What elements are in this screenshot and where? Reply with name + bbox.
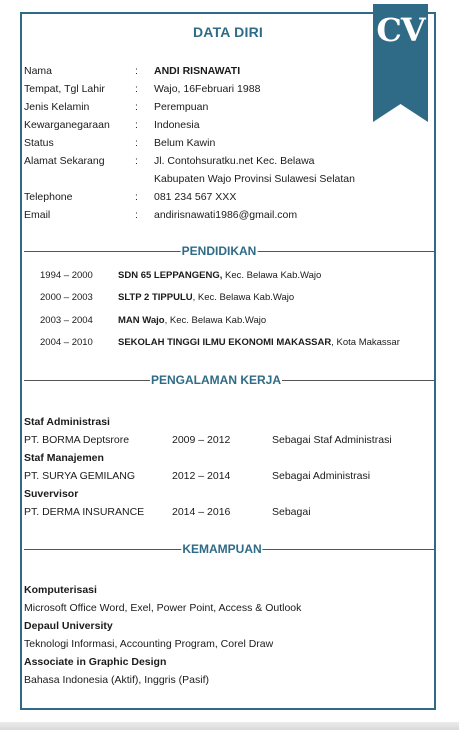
personal-row bbox=[24, 191, 434, 204]
school-location: Kec. Belawa Kab.Wajo bbox=[222, 270, 322, 281]
field-label: Kewarganegaraan bbox=[24, 119, 110, 131]
education-school bbox=[118, 292, 294, 304]
education-years: 2003 – 2004 bbox=[40, 315, 93, 326]
school-name: SLTP 2 TIPPULU bbox=[118, 292, 193, 303]
field-label: Email bbox=[24, 209, 51, 221]
skill-title: Depaul University bbox=[24, 620, 113, 632]
experience-row bbox=[24, 506, 434, 519]
school-location: , Kota Makassar bbox=[331, 337, 400, 348]
experience-row bbox=[24, 470, 434, 483]
field-colon: : bbox=[135, 119, 138, 131]
field-colon: : bbox=[135, 101, 138, 113]
field-value: ANDI RISNAWATI bbox=[154, 65, 241, 77]
experience-period: 2014 – 2016 bbox=[172, 506, 231, 518]
section-title: PENDIDIKAN bbox=[181, 244, 257, 258]
section-header-skills bbox=[24, 542, 434, 556]
experience-company: PT. BORMA Deptsrore bbox=[24, 434, 130, 446]
personal-row bbox=[24, 209, 434, 222]
education-school bbox=[118, 270, 321, 282]
experience-company: PT. DERMA INSURANCE bbox=[24, 506, 145, 518]
education-school bbox=[118, 315, 266, 327]
section-header-experience bbox=[24, 373, 434, 387]
skill-detail: Teknologi Informasi, Accounting Program, Corel Draw bbox=[24, 638, 274, 650]
personal-row bbox=[24, 137, 434, 150]
experience-position: Suvervisor bbox=[24, 488, 79, 500]
experience-period: 2009 – 2012 bbox=[172, 434, 231, 446]
education-row bbox=[40, 337, 430, 349]
field-value: Kabupaten Wajo Provinsi Sulawesi Selatan bbox=[154, 173, 355, 185]
field-colon: : bbox=[135, 209, 138, 221]
page-bottom-shadow bbox=[0, 722, 459, 730]
skill-title: Associate in Graphic Design bbox=[24, 656, 167, 668]
field-value: Indonesia bbox=[154, 119, 200, 131]
school-name: SDN 65 LEPPANGENG, bbox=[118, 270, 223, 281]
field-label: Alamat Sekarang bbox=[24, 155, 105, 167]
field-label: Nama bbox=[24, 65, 53, 77]
field-colon: : bbox=[135, 83, 138, 95]
cv-badge-text: CV bbox=[376, 11, 425, 49]
skill-detail: Bahasa Indonesia (Aktif), Inggris (Pasif) bbox=[24, 674, 210, 686]
education-years: 2004 – 2010 bbox=[40, 337, 93, 348]
personal-row bbox=[24, 155, 434, 168]
skill-title: Komputerisasi bbox=[24, 584, 97, 596]
section-title: KEMAMPUAN bbox=[182, 542, 262, 556]
experience-position: Staf Administrasi bbox=[24, 416, 110, 428]
field-colon: : bbox=[135, 137, 138, 149]
field-colon: : bbox=[135, 65, 138, 77]
education-row bbox=[40, 315, 430, 327]
school-location: , Kec. Belawa Kab.Wajo bbox=[192, 292, 295, 303]
education-years: 1994 – 2000 bbox=[40, 270, 93, 281]
personal-row bbox=[24, 65, 434, 78]
field-label: Jenis Kelamin bbox=[24, 101, 90, 113]
school-location: , Kec. Belawa Kab.Wajo bbox=[164, 315, 267, 326]
experience-role: Sebagai bbox=[272, 506, 311, 518]
field-value: 081 234 567 XXX bbox=[154, 191, 237, 203]
experience-company: PT. SURYA GEMILANG bbox=[24, 470, 136, 482]
school-name: MAN Wajo bbox=[118, 315, 165, 326]
personal-row bbox=[24, 173, 434, 186]
section-header-education bbox=[24, 244, 434, 258]
experience-row bbox=[24, 434, 434, 447]
experience-role: Sebagai Staf Administrasi bbox=[272, 434, 392, 446]
education-years: 2000 – 2003 bbox=[40, 292, 93, 303]
field-value: Jl. Contohsuratku.net Kec. Belawa bbox=[154, 155, 315, 167]
field-label: Status bbox=[24, 137, 54, 149]
personal-row bbox=[24, 101, 434, 114]
field-value: Belum Kawin bbox=[154, 137, 216, 149]
education-row bbox=[40, 292, 430, 304]
field-value: Perempuan bbox=[154, 101, 209, 113]
section-title: PENGALAMAN KERJA bbox=[150, 373, 282, 387]
field-colon: : bbox=[135, 191, 138, 203]
skill-detail: Microsoft Office Word, Exel, Power Point, Access & Outlook bbox=[24, 602, 302, 614]
experience-period: 2012 – 2014 bbox=[172, 470, 231, 482]
field-label: Telephone bbox=[24, 191, 73, 203]
field-label: Tempat, Tgl Lahir bbox=[24, 83, 105, 95]
personal-row bbox=[24, 119, 434, 132]
page-title: DATA DIRI bbox=[193, 24, 263, 40]
school-name: SEKOLAH TINGGI ILMU EKONOMI MAKASSAR bbox=[118, 337, 332, 348]
experience-role: Sebagai Administrasi bbox=[272, 470, 371, 482]
field-value: Wajo, 16Februari 1988 bbox=[154, 83, 261, 95]
field-value: andirisnawati1986@gmail.com bbox=[154, 209, 298, 221]
education-row bbox=[40, 270, 430, 282]
personal-row bbox=[24, 83, 434, 96]
education-school bbox=[118, 337, 400, 349]
experience-position: Staf Manajemen bbox=[24, 452, 104, 464]
field-colon: : bbox=[135, 155, 138, 167]
